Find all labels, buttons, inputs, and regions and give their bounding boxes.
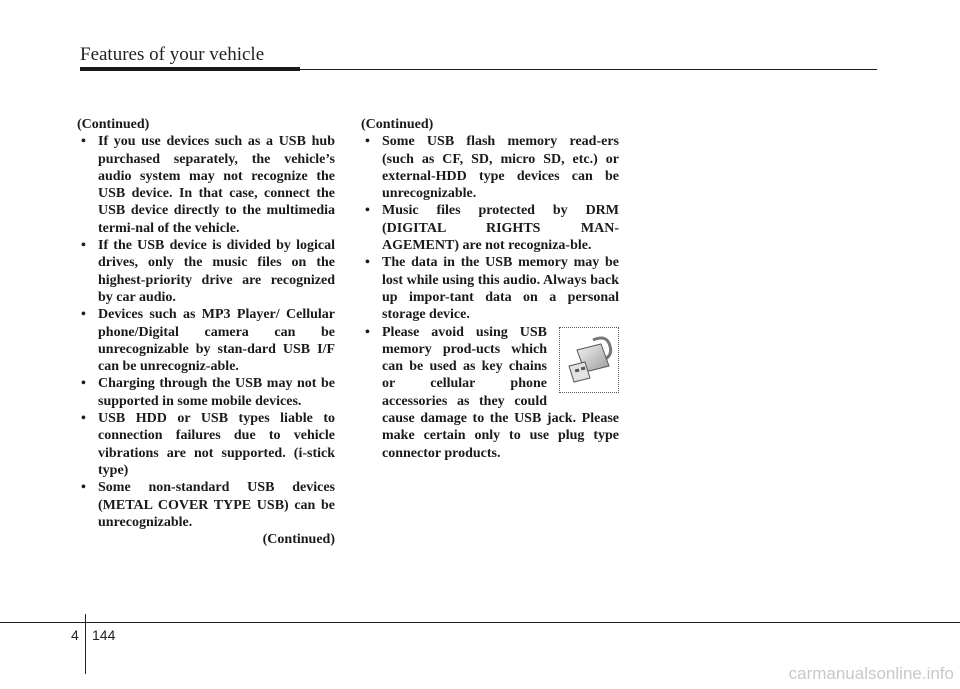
- left-column: [77, 116, 335, 548]
- page-header-title: Features of your vehicle: [80, 44, 265, 65]
- bullet-item: • Some non-standard USB devices (METAL COVER TYPE USB) can be unrecognizable.: [77, 479, 335, 531]
- continued-label-top: (Continued): [77, 117, 150, 132]
- continued-label-bottom: (Continued): [262, 532, 335, 548]
- bullet-item: • Devices such as MP3 Player/ Cellular phone/Digital camera can be unrecognizable by stan-dard USB I/F can be unrecogniz-able.: [77, 306, 335, 375]
- page-number: 144: [92, 627, 116, 643]
- footer-divider-tick: [85, 614, 86, 674]
- usb-keychain-flash-drive-icon: [559, 327, 619, 393]
- bullet-item-with-figure: [361, 324, 619, 462]
- watermark: carmanualsonline.info: [788, 664, 954, 683]
- bullet-item: • Some USB flash memory read-ers (such as CF, SD, micro SD, etc.) or external-HDD type devices can be unrecognizable.: [361, 133, 619, 202]
- header-rule-thick: [80, 67, 300, 71]
- bullet-item: • The data in the USB memory may be lost while using this audio. Always back up impor-tant data on a personal storage device.: [361, 254, 619, 323]
- bullet-item: • Music files protected by DRM (DIGITAL RIGHTS MAN-AGEMENT) are not recogniza-ble.: [361, 202, 619, 254]
- chapter-number: 4: [71, 627, 79, 643]
- continued-label-top: (Continued): [361, 117, 434, 132]
- header-rule-thin: [300, 69, 877, 70]
- bullet-item: • Charging through the USB may not be supported in some mobile devices.: [77, 375, 335, 410]
- bullet-item-text: Please avoid using USB memory prod-ucts which can be used as key chains or cellular phone accessories as they could cause damage to the USB jack. Please make certain only to use plug type connector products.: [382, 324, 619, 461]
- bullet-item: • If you use devices such as a USB hub purchased separately, the vehicle’s audio system may not recognize the USB device. In that case, connect the USB device directly to the multimedia termi-nal of the vehicle.: [77, 133, 335, 237]
- usb-keychain-flash-drive-icon: [563, 332, 615, 388]
- bullet-item: • USB HDD or USB types liable to connection failures due to vehicle vibrations are not supported. (i-stick type): [77, 410, 335, 479]
- right-column: [361, 116, 619, 462]
- footer-rule: [0, 622, 960, 623]
- bullet-item: • If the USB device is divided by logical drives, only the music files on the highest-priority drive are recognized by car audio.: [77, 237, 335, 306]
